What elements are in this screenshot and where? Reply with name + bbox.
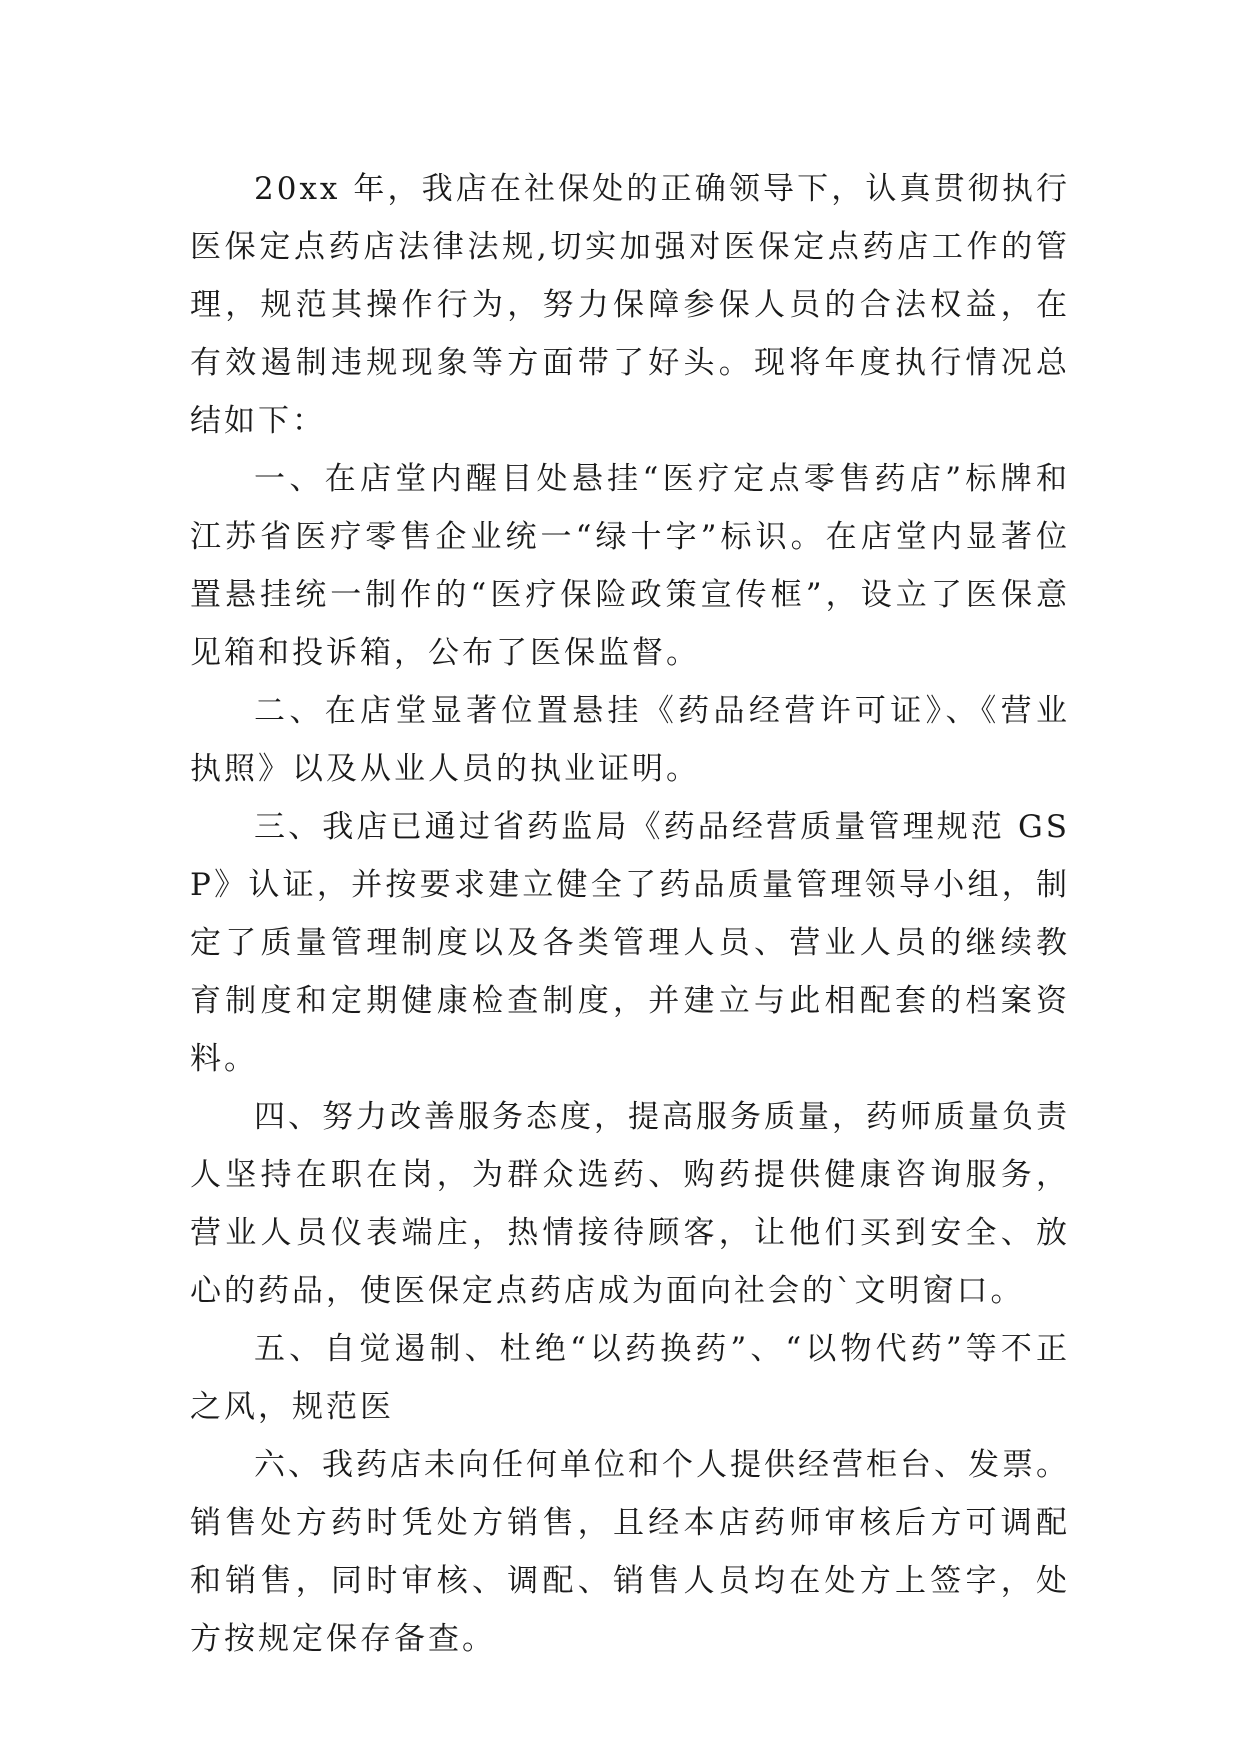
paragraph-item-4: 四、努力改善服务态度，提高服务质量，药师质量负责人坚持在职在岗，为群众选药、购药提供健康咨询服务，营业人员仪表端庄，热情接待顾客，让他们买到安全、放心的药品，使医保定点药店成为面向社会的`文明窗口。 (190, 1099, 1070, 1309)
paragraph-item-5: 五、自觉遏制、杜绝“以药换药”、“以物代药”等不正之风，规范医 (190, 1331, 1070, 1425)
paragraph-intro: 20xx 年，我店在社保处的正确领导下，认真贯彻执行医保定点药店法律法规,切实加强对医保定点药店工作的管理，规范其操作行为，努力保障参保人员的合法权益，在有效遏制违规现象等方面带了好头。现将年度执行情况总结如下： (190, 171, 1070, 439)
paragraph-item-6: 六、我药店未向任何单位和个人提供经营柜台、发票。销售处方药时凭处方销售，且经本店药师审核后方可调配和销售，同时审核、调配、销售人员均在处方上签字，处方按规定保存备查。 (190, 1447, 1070, 1657)
paragraph-item-1: 一、在店堂内醒目处悬挂“医疗定点零售药店”标牌和江苏省医疗零售企业统一“绿十字”标识。在店堂内显著位置悬挂统一制作的“医疗保险政策宣传框”，设立了医保意见箱和投诉箱，公布了医保监督。 (190, 461, 1070, 671)
paragraph-item-3: 三、我店已通过省药监局《药品经营质量管理规范 GSP》认证，并按要求建立健全了药品质量管理领导小组，制定了质量管理制度以及各类管理人员、营业人员的继续教育制度和定期健康检查制度，并建立与此相配套的档案资料。 (190, 809, 1070, 1077)
document-body (190, 160, 1070, 1668)
paragraph-item-2: 二、在店堂显著位置悬挂《药品经营许可证》、《营业执照》以及从业人员的执业证明。 (190, 693, 1070, 787)
